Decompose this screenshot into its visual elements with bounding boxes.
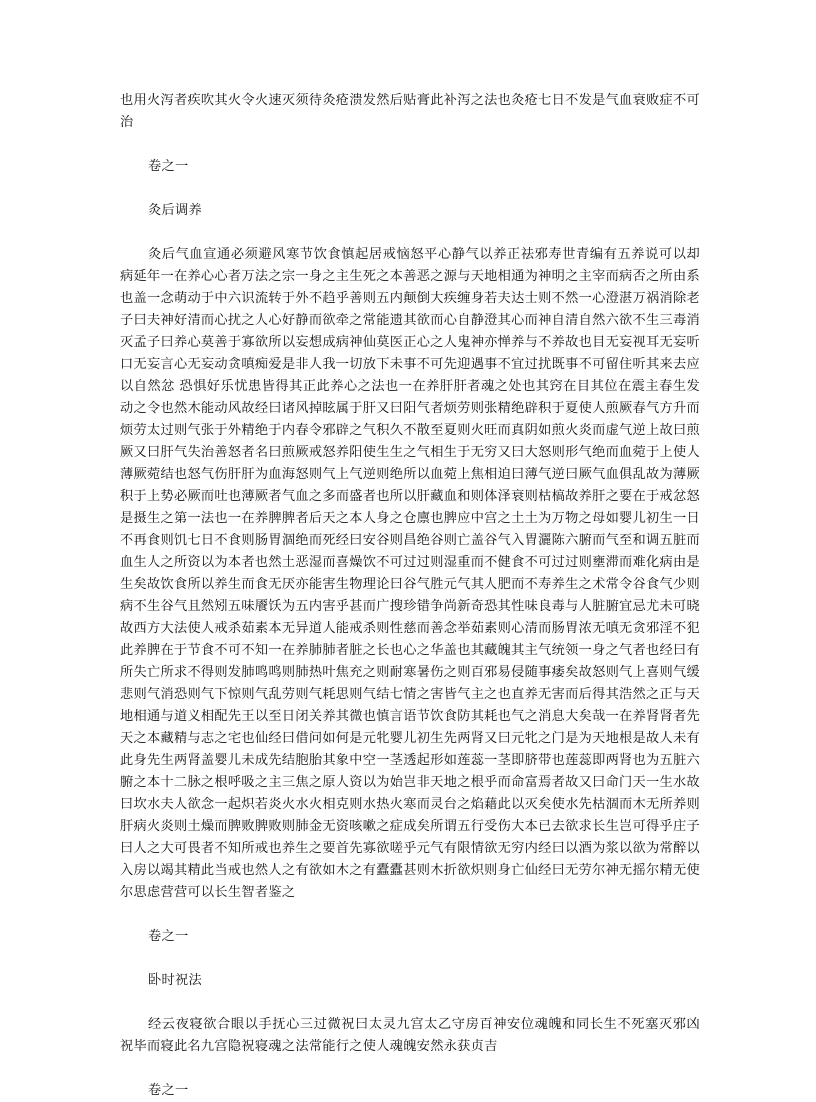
volume-heading: 卷之一 [148, 929, 189, 944]
document-page [120, 90, 700, 1102]
paragraph-moxibustion-end: 也用火泻者疾吹其火令火速灭须待灸疮溃发然后贴膏此补泻之法也灸疮七日不发是气血衰败症不可治 [120, 93, 700, 130]
paragraph-bedtime-prayer: 经云夜寝欲合眼以手抚心三过微祝曰太灵九宫太乙守房百神安位魂魄和同长生不死塞灭邪凶祝毕而寝此名九宫隐祝寝魂之法常能行之使人魂魄安然永获贞吉 [120, 1017, 700, 1054]
section-heading-aftercare: 灸后调养 [148, 203, 202, 218]
volume-heading: 卷之一 [148, 159, 189, 174]
paragraph-aftercare: 灸后气血宣通必须避风寒节饮食慎起居戒恼怒平心静气以养正祛邪寿世青编有五养说可以却病延年一在养心心者万法之宗一身之主生死之本善恶之源与天地相通为神明之主宰而病否之所由系也盖一念萌动于中六识流转于外不趋乎善则五内颠倒大疾缠身若夫达士则不然一心澄湛万祸消除老子曰夫神好清而心扰之人心好静而欲牵之常能遗其欲而心自静澄其心而神自清自然六欲不生三毒消灭孟子曰养心莫善于寡欲所以妄想成病神仙莫医正心之人鬼神亦惮养与不养故也目无妄视耳无妄听口无妄言心无妄动贪嗔痴爱是非人我一切放下未事不可先迎遇事不宜过扰既事不可留住听其来去应以自然忿 恐惧好乐忧患皆得其正此养心之法也一在养肝肝者魂之处也其窍在目其位在震主春生发动之令也然木能动风故经曰诸风掉眩属于肝又曰阳气者烦劳则张精绝辟积于夏使人煎厥春气方升而烦劳太过则气张于外精绝于内春令邪辟之气积久不散至夏则火旺而真阴如煎火炎而虚气逆上故曰煎厥又曰肝气失治善怒者名曰煎厥戒怒养阳使生生之气相生于无穷又曰大怒则形气绝而血菀于上使人薄厥菀结也怒气伤肝肝为血海怒则气上气逆则绝所以血菀上焦相迫曰薄气逆曰厥气血俱乱故为薄厥积于上势必厥而吐也薄厥者气血之多而盛者也所以肝藏血和则体泽衰则枯槁故养肝之要在于戒忿怒是摄生之第一法也一在养脾脾者后天之本人身之仓廪也脾应中宫之土土为万物之母如婴儿初生一日不再食则饥七日不食则肠胃涸绝而死经曰安谷则昌绝谷则亡盖谷气入胃灑陈六腑而气至和调五脏而血生人之所资以为本者也然土恶湿而喜燥饮不可过过则湿重而不健食不可过过则壅滞而难化病由是生矣故饮食所以养生而食无厌亦能害生物理论曰谷气胜元气其人肥而不寿养生之术常令谷食气少则病不生谷气且然矧五味餍饫为五内害乎甚而广搜珍错争尚新奇恐其性味良毒与人脏腑宜忌尤未可晓故西方大法使人戒杀茹素本无异道人能戒杀则性慈而善念举茹素则心清而肠胃浓无嗔无贪邪淫不犯此养脾在于节食不可不知一在养肺肺者脏之长也心之华盖也其藏魄其主气统领一身之气者也经曰有所失亡所求不得则发肺鸣鸣则肺热叶焦充之则耐寒暑伤之则百邪易侵随事痿矣故怒则气上喜则气缓悲则气消恐则气下惊则气乱劳则气耗思则气结七情之害皆气主之也直养无害而后得其浩然之正与天地相通与道义相配先王以至日闭关养其微也慎言语节饮食防其耗也气之消息大矣哉一在养肾肾者先天之本藏精与志之宅也仙经曰借问如何是元牝婴儿初生先两肾又曰元牝之门是为天地根是故人未有此身先生两肾盖婴儿未成先结胞胎其象中空一茎透起形如莲蕊一茎即脐带也莲蕊即两肾也为五脏六腑之本十二脉之根呼吸之主三焦之原人资以为始岂非天地之根乎而命富焉者故又曰命门天一生水故曰坎水夫人欲念一起炽若炎火水火相克则水热火寒而灵台之焰藉此以灭矣使水先枯涸而木无所养则肝病火炎则土燥而脾败脾败则肺金无资咳嗽之症成矣所谓五行受伤大本已去欲求长生岂可得乎庄子曰人之大可畏者不知所戒也养生之要首先寡欲嗟乎元气有限情欲无穷内经曰以酒为浆以欲为常醉以入房以竭其精此当戒也然人之有欲如木之有蠹蠹甚则木折欲炽则身亡仙经曰无劳尔神无摇尔精无使尔思虑营营可以长生智者鉴之 [120, 247, 700, 900]
volume-heading: 卷之一 [148, 1083, 189, 1098]
section-heading-bedtime-prayer: 卧时祝法 [148, 973, 202, 988]
